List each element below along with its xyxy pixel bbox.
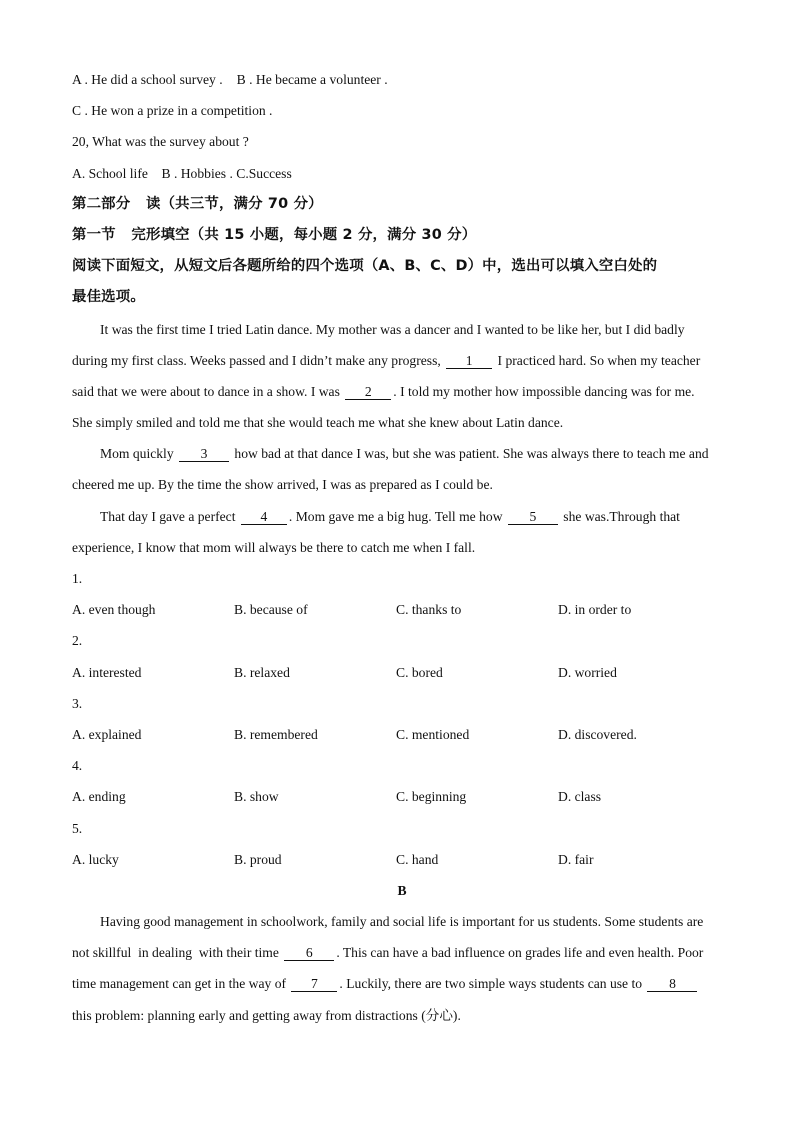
option-c: C. beginning	[396, 789, 467, 805]
blank-8: 8	[647, 977, 697, 992]
option-row	[72, 719, 732, 750]
blank-3: 3	[179, 447, 229, 462]
passage-b-line-3	[72, 968, 732, 999]
passage-a-p1-line-1: It was the first time I tried Latin dance. My mother was a dancer and I wanted to be like her, but I did badly	[100, 321, 685, 337]
option-b: B. proud	[234, 851, 282, 867]
blank-1: 1	[446, 354, 492, 369]
text-run: . Luckily, there are two simple ways students can use to	[339, 976, 646, 992]
option-row	[72, 594, 732, 625]
blank-6: 6	[284, 946, 334, 961]
blank-2: 2	[345, 385, 391, 400]
section1-heading: 第一节 完形填空（共 15 小题，每小题 2 分，满分 30 分）	[72, 226, 477, 243]
question-number: 1.	[72, 571, 83, 586]
text-run: . I told my mother how impossible dancing was for me.	[393, 383, 695, 399]
option-d: D. in order to	[558, 602, 632, 618]
text-run: I practiced hard. So when my teacher	[494, 352, 701, 368]
option-c: C. thanks to	[396, 602, 462, 618]
option-d: D. discovered.	[558, 726, 637, 742]
option-row	[72, 781, 732, 812]
option-a: A. even though	[72, 602, 156, 618]
passage-b-heading: B	[397, 882, 407, 898]
question-list	[72, 563, 732, 875]
instructions-line-2: 最佳选项。	[72, 289, 145, 306]
blank-4: 4	[241, 510, 287, 525]
passage-b-line-1: Having good management in schoolwork, family and social life is important for us students. Some students are	[100, 914, 704, 930]
passage-b-line-2	[72, 937, 732, 968]
passage-b-line-4: this problem: planning early and getting away from distractions (分心).	[72, 1007, 461, 1023]
option-d: D. worried	[558, 664, 617, 680]
passage-a-p2-line-1	[72, 438, 732, 469]
text-run: . This can have a bad influence on grades life and even health. Poor	[336, 945, 704, 961]
text-run: That day I gave a perfect	[100, 508, 239, 524]
blank-5: 5	[508, 510, 558, 525]
q19-options-row-1	[72, 64, 732, 95]
q20-options: A. School life B . Hobbies . C.Success	[72, 165, 292, 181]
passage-a-p1-line-2	[72, 345, 732, 376]
option-b: B. show	[234, 789, 279, 805]
part2-heading: 第二部分 读（共三节，满分 70 分）	[72, 195, 323, 212]
q19-option-a: A . He did a school survey .	[72, 72, 223, 87]
blank-7: 7	[291, 977, 337, 992]
option-c: C. hand	[396, 851, 439, 867]
question-number: 2.	[72, 633, 83, 649]
q19-option-c: C . He won a prize in a competition .	[72, 103, 273, 119]
passage-a-p2-line-2: cheered me up. By the time the show arrived, I was as prepared as I could be.	[72, 477, 493, 493]
question-number: 4.	[72, 758, 83, 774]
text-run: . Mom gave me a big hug. Tell me how	[288, 508, 506, 524]
text-run: not skillful in dealing with their time	[72, 945, 283, 961]
question-number: 5.	[72, 820, 83, 836]
option-a: A. ending	[72, 789, 126, 805]
option-a: A. interested	[72, 664, 142, 680]
text-run: how bad at that dance I was, but she was patient. She was always there to teach me and	[231, 446, 709, 462]
q19-option-b: B . He became a volunteer .	[236, 72, 388, 87]
text-run: time management can get in the way of	[72, 976, 290, 992]
q20-stem: 20, What was the survey about ?	[72, 134, 249, 150]
instructions-line-1: 阅读下面短文，从短文后各题所给的四个选项（A、B、C、D）中，选出可以填入空白处的	[72, 258, 658, 275]
option-c: C. bored	[396, 664, 443, 680]
option-a: A. lucky	[72, 851, 119, 867]
text-run: Mom quickly	[100, 446, 178, 462]
q19-options-row-2	[72, 95, 732, 126]
exam-page	[72, 64, 732, 1031]
option-row	[72, 657, 732, 688]
question-number: 3.	[72, 695, 83, 711]
option-a: A. explained	[72, 726, 142, 742]
option-b: B. because of	[234, 602, 308, 618]
option-d: D. class	[558, 789, 602, 805]
passage-a-p3-line-1	[72, 501, 732, 532]
text-run: during my first class. Weeks passed and I didn’t make any progress,	[72, 352, 445, 368]
passage-a-p1-line-3	[72, 376, 732, 407]
passage-a-p1-line-4: She simply smiled and told me that she would teach me what she knew about Latin dance.	[72, 415, 564, 431]
text-run: she was.Through that	[559, 508, 680, 524]
passage-a-p3-line-2: experience, I know that mom will always be there to catch me when I fall.	[72, 539, 476, 555]
option-b: B. relaxed	[234, 664, 290, 680]
text-run: said that we were about to dance in a show. I was	[72, 383, 344, 399]
option-c: C. mentioned	[396, 726, 470, 742]
option-row	[72, 844, 732, 875]
option-d: D. fair	[558, 851, 594, 867]
option-b: B. remembered	[234, 726, 318, 742]
